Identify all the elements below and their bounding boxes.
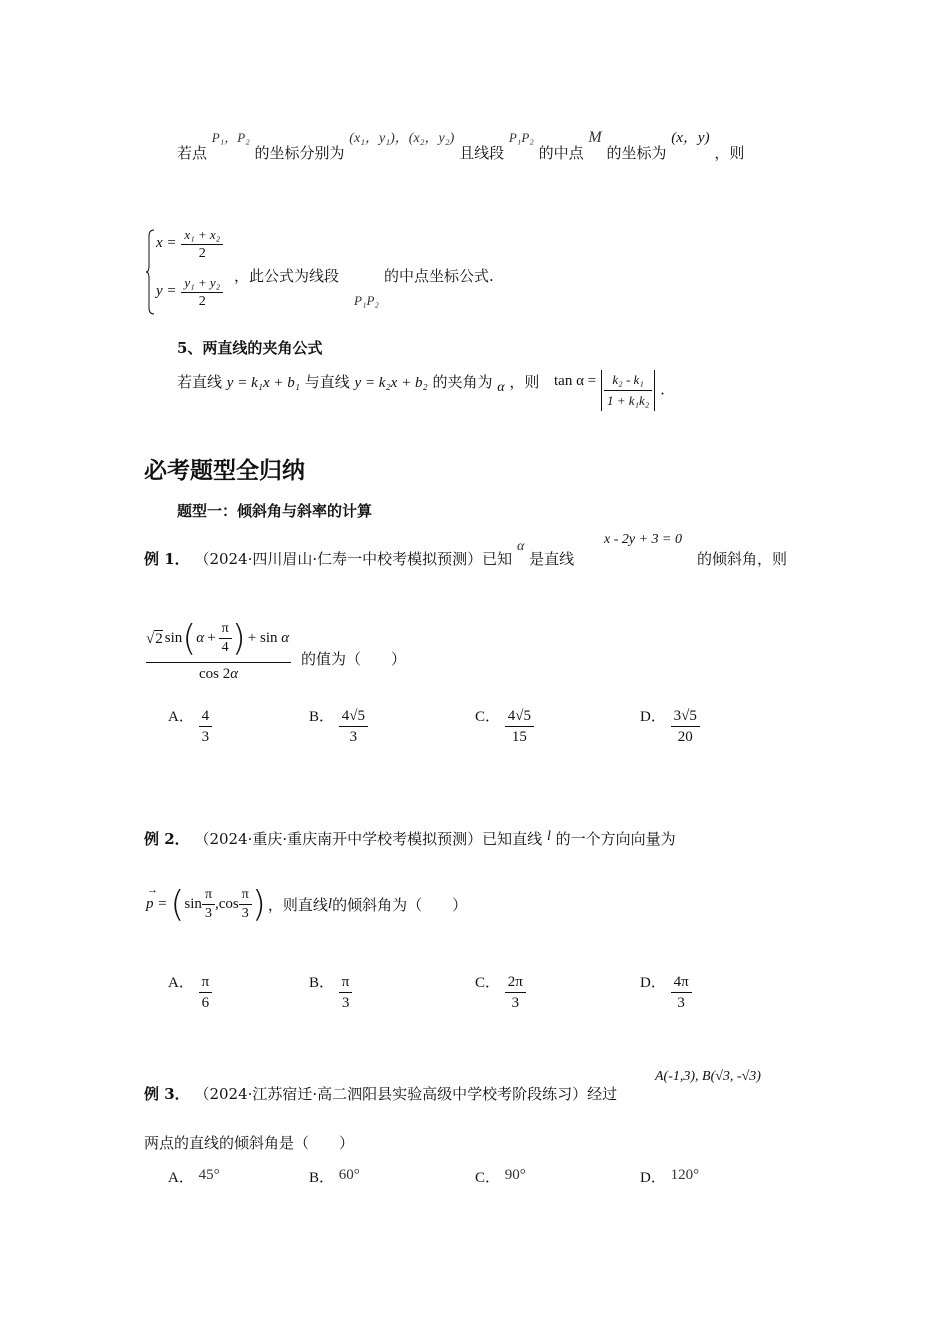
ex2-stem xyxy=(144,828,676,849)
option-label: B． xyxy=(309,708,335,725)
ex3-option-a[interactable] xyxy=(168,1166,220,1187)
option-num: 4√5 xyxy=(339,706,368,727)
left-brace xyxy=(146,228,156,316)
formula-y-frac xyxy=(181,274,223,311)
ex1-alpha-in: α xyxy=(196,630,205,646)
text-seg-label: 且线段 xyxy=(459,144,505,162)
option-frac xyxy=(339,972,353,1013)
vec-sin: sin xyxy=(184,896,202,912)
ex2-text-c: ，则直线 xyxy=(267,896,328,914)
text-jiajiao: 的夹角为 xyxy=(432,373,493,391)
ex3-label: 例 3． xyxy=(144,1085,190,1103)
abs-bars xyxy=(601,370,655,411)
option-num: 2π xyxy=(505,972,526,993)
option-frac xyxy=(339,706,368,747)
vec-three-1: 3 xyxy=(204,906,212,921)
formula-x-num: x₁ + x₂ xyxy=(181,226,223,245)
text-ruozhixian: 若直线 xyxy=(177,373,223,391)
text-ruodian: 若点 xyxy=(177,144,208,162)
ex2-text-b: 的一个方向向量为 xyxy=(555,830,676,848)
line1-eq: y = k₁x + b₁ xyxy=(226,375,300,391)
ex2-option-a[interactable] xyxy=(168,972,212,1013)
ex3-points: A(-1,3), B(√3, -√3) xyxy=(655,1069,761,1084)
option-label: B． xyxy=(309,974,335,991)
vec-comma: , xyxy=(215,896,219,912)
option-den: 20 xyxy=(677,729,693,745)
formula-y-row xyxy=(156,274,223,311)
ex3-source: （2024·江苏宿迁·高二泗阳县实验高级中学校考阶段练习）经过 xyxy=(194,1085,618,1103)
text-then: ，则 xyxy=(714,144,745,162)
tan-frac xyxy=(604,370,652,411)
ex3-option-d[interactable] xyxy=(640,1166,699,1187)
alpha-symbol: α xyxy=(497,380,505,395)
option-frac xyxy=(671,972,692,1013)
ex1-expr-den: cos 2α xyxy=(198,666,239,682)
formula-seg-p1p2: P₁P₂ xyxy=(354,293,379,308)
type1-heading: 题型一：倾斜角与斜率的计算 xyxy=(177,502,373,520)
line2-eq: y = k₂x + b₂ xyxy=(354,375,428,391)
ex1-label: 例 1． xyxy=(144,550,190,568)
points-p1p2: P₁，P₂ xyxy=(211,130,250,145)
vec-three-2: 3 xyxy=(241,906,249,921)
option-num: 3√5 xyxy=(671,706,700,727)
vec-pi-2: π xyxy=(239,886,252,905)
option-num: 4 xyxy=(199,706,213,727)
formula-desc-b: 的中点坐标公式. xyxy=(384,267,494,285)
ex1-rparen: ) xyxy=(231,618,246,659)
ex2-vector xyxy=(146,884,467,925)
ex1-line-eq: x - 2y + 3 = 0 xyxy=(604,532,682,547)
option-frac xyxy=(671,706,700,747)
option-den: 15 xyxy=(511,729,527,745)
ex3-text-b: 两点的直线的倾斜角是（ ） xyxy=(144,1134,355,1152)
option-frac xyxy=(505,972,526,1013)
ex1-option-b[interactable] xyxy=(309,706,368,747)
option-label: D． xyxy=(640,974,666,991)
option-frac xyxy=(199,972,213,1013)
ex2-option-c[interactable] xyxy=(475,972,526,1013)
option-den: 3 xyxy=(341,995,350,1011)
plus-sin-alpha: + sin α xyxy=(247,630,290,646)
ex2-label: 例 2． xyxy=(144,830,190,848)
formula-desc-a: ，此公式为线段 xyxy=(234,267,340,285)
midpoint-coords: (x，y) xyxy=(671,130,710,146)
sqrt2: √2 xyxy=(146,630,163,647)
option-den: 3 xyxy=(201,729,210,745)
ex1-option-d[interactable] xyxy=(640,706,700,747)
angle-formula-sentence xyxy=(177,371,539,421)
text-coords-label: 的坐标分别为 xyxy=(254,144,345,162)
vec-frac-1 xyxy=(202,886,215,923)
option-frac xyxy=(505,706,534,747)
option-num: π xyxy=(339,972,353,993)
formula-x-row xyxy=(156,226,223,263)
ex3-option-c[interactable] xyxy=(475,1166,526,1187)
ex3-stem xyxy=(144,1083,617,1104)
option-den: 3 xyxy=(677,995,685,1011)
ex1-text-c: 的倾斜角，则 xyxy=(697,550,788,568)
tan-den: 1 + k₁k₂ xyxy=(606,393,650,408)
ex1-expression xyxy=(146,618,291,683)
vec-pi-1: π xyxy=(202,886,215,905)
text-ze: ，则 xyxy=(509,373,540,391)
ex2-option-b[interactable] xyxy=(309,972,352,1013)
formula-y-num: y₁ + y₂ xyxy=(181,274,223,293)
tan-lhs: tan α = xyxy=(554,372,597,389)
option-num: π xyxy=(199,972,213,993)
vec-lparen: ( xyxy=(170,884,185,925)
option-num: 4√5 xyxy=(505,706,534,727)
section5-heading: 5、两直线的夹角公式 xyxy=(177,339,323,357)
tan-end: . xyxy=(660,380,665,399)
option-value: 120° xyxy=(670,1167,700,1183)
ex1-stem xyxy=(144,534,574,574)
option-den: 6 xyxy=(201,995,210,1011)
ex1-text-b: 是直线 xyxy=(529,550,575,568)
vec-frac-2 xyxy=(239,886,252,923)
option-label: C． xyxy=(475,1170,501,1186)
formula-y-lhs: y = xyxy=(156,282,177,299)
pi-num: π xyxy=(219,620,232,639)
ex3-option-b[interactable] xyxy=(309,1166,360,1187)
vec-rparen: ) xyxy=(251,884,266,925)
option-value: 90° xyxy=(504,1167,526,1183)
ex1-option-c[interactable] xyxy=(475,706,534,747)
option-value: 45° xyxy=(198,1167,220,1183)
ex2-l-2: l xyxy=(327,896,333,912)
ex1-expr-num xyxy=(146,618,291,663)
ex1-alpha: α xyxy=(516,539,525,554)
ex2-source: （2024·重庆·重庆南开中学校考模拟预测）已知直线 xyxy=(194,830,543,848)
ex2-text-d: 的倾斜角为（ ） xyxy=(332,896,468,914)
main-title: 必考题型全归纳 xyxy=(144,457,305,484)
option-label: B． xyxy=(309,1170,335,1186)
option-label: A． xyxy=(168,708,194,725)
option-label: D． xyxy=(640,1170,666,1186)
vec-lhs: p = xyxy=(146,896,168,912)
option-label: A． xyxy=(168,974,194,991)
text-yuzhixian: 与直线 xyxy=(304,373,350,391)
option-num: 4π xyxy=(671,972,692,993)
option-label: C． xyxy=(475,974,501,991)
segment-p1p2: P₁P₂ xyxy=(508,130,534,145)
midpoint-sentence xyxy=(177,126,744,166)
formula-x-den: 2 xyxy=(198,246,206,261)
formula-x-frac xyxy=(181,226,223,263)
option-den: 3 xyxy=(511,995,520,1011)
ex1-source: （2024·四川眉山·仁寿一中校考模拟预测）已知 xyxy=(194,550,513,568)
formula-y-den: 2 xyxy=(198,294,206,309)
option-label: A． xyxy=(168,1170,194,1186)
ex2-option-d[interactable] xyxy=(640,972,692,1013)
text-mid-label: 的中点 xyxy=(538,144,584,162)
option-value: 60° xyxy=(338,1167,360,1183)
ex2-l: l xyxy=(546,829,551,844)
pi-over-4 xyxy=(219,620,232,657)
option-den: 3 xyxy=(349,729,358,745)
ex1-plus: + xyxy=(207,630,216,646)
tan-num: k₂ - k₁ xyxy=(604,370,652,391)
tan-formula xyxy=(554,370,665,411)
sin-word: sin xyxy=(164,630,183,646)
option-frac xyxy=(199,706,213,747)
coords-p1p2: (x₁，y₁)，(x₂，y₂) xyxy=(349,131,455,146)
vector-p: → p = xyxy=(146,884,168,912)
ex1-option-a[interactable] xyxy=(168,706,212,747)
formula-x-lhs: x = xyxy=(156,234,177,251)
ex1-text-d: 的值为（ ） xyxy=(301,650,407,668)
text-mid-coord-label: 的坐标为 xyxy=(606,144,667,162)
four-den: 4 xyxy=(221,640,229,655)
option-label: D． xyxy=(640,708,666,725)
option-label: C． xyxy=(475,708,501,725)
vec-cos: cos xyxy=(218,896,239,912)
ex1-lparen: ( xyxy=(182,618,197,659)
midpoint-m: M xyxy=(588,129,602,146)
